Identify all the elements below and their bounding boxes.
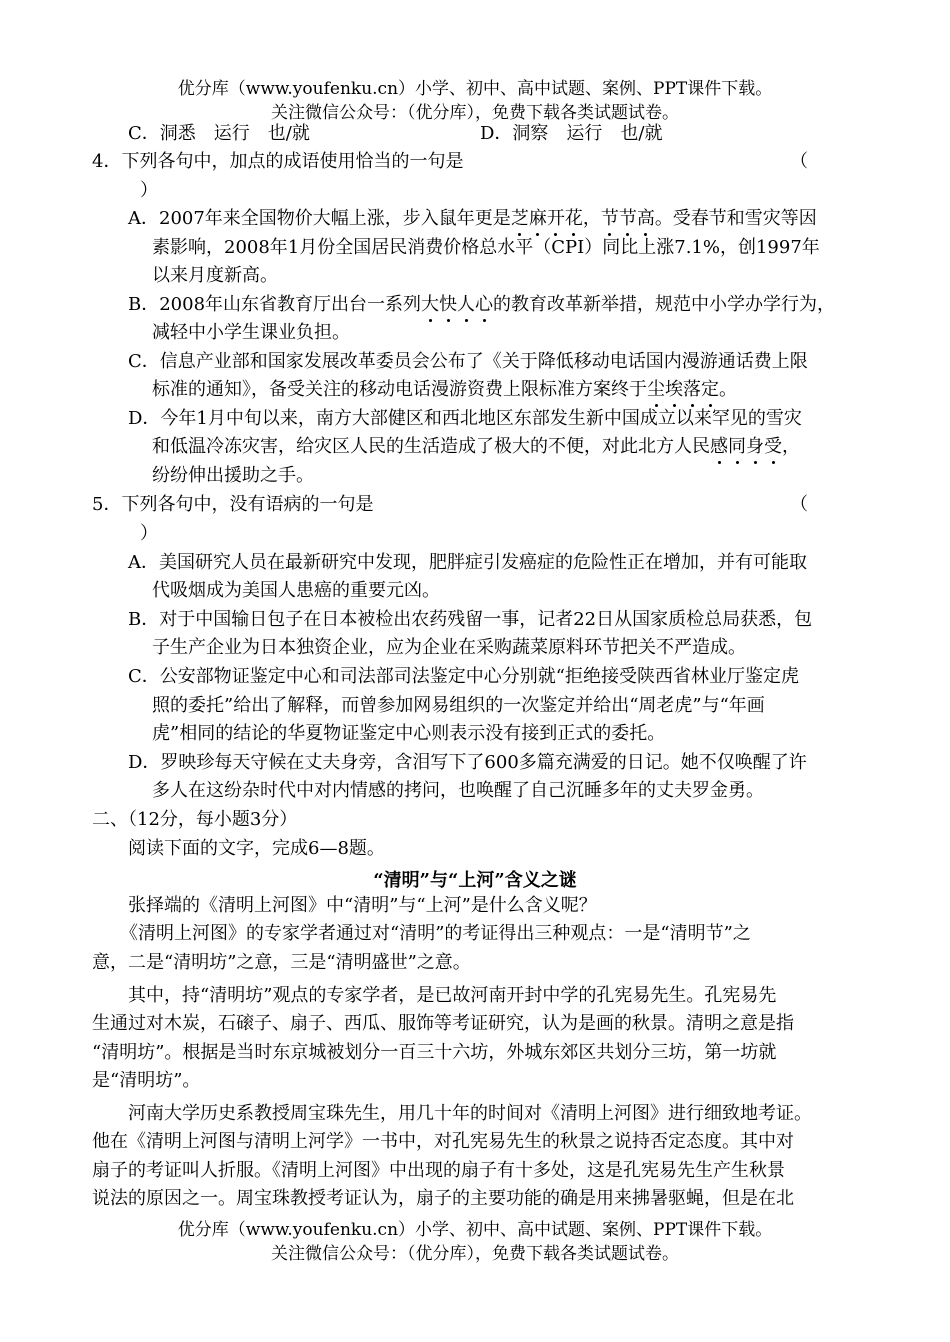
q5-option-a-line-2: 代吸烟成为美国人患癌的重要元凶。 [152,580,440,601]
article-para-4-line-1: 河南大学历史系教授周宝珠先生，用几十年的时间对《清明上河图》进行细致地考证。 [128,1103,812,1124]
article-para-2-line-2: 意，二是“清明坊”之意，三是“清明盛世”之意。 [92,952,471,973]
section-2-intro: 阅读下面的文字，完成6—8题。 [128,838,385,859]
dotted-char: 芝 [510,208,529,229]
q4-c-dotted-idiom [647,379,719,400]
article-para-2-line-1: 《清明上河图》的专家学者通过对“清明”的考证得出三种观点：一是“清明节”之 [120,923,751,944]
header-line-2: 关注微信公众号：（优分库），免费下载各类试题试卷。 [271,103,679,123]
q4-option-b-line-1 [128,294,835,316]
q4-d-dotted-idiom [710,436,782,457]
dotted-char: 节 [618,208,637,229]
dotted-char: 受 [764,436,782,457]
q4-b-text-post: 的教育改革新举措，规范中小学办学行为， [493,294,836,315]
dotted-char: 花 [564,208,583,229]
q5-option-d-line-1: D．罗映珍每天守候在丈夫身旁，含泪写下了600多篇充满爱的日记。她不仅唤醒了许 [128,752,807,773]
footer-line-1: 优分库（www.youfenku.cn）小学、初中、高中试题、案例、PPT课件下载。 [177,1220,773,1240]
dotted-char: 身 [746,436,764,457]
dotted-char: 尘 [647,379,665,400]
header-line-1: 优分库（www.youfenku.cn）小学、初中、高中试题、案例、PPT课件下载。 [177,79,773,99]
dotted-char: 定 [701,379,719,400]
q5-option-c-line-2: 照的委托”给出了解释，而曾参加网易组织的一次鉴定并给出“周老虎”与“年画 [152,695,765,716]
article-para-4-line-3: 扇子的考证叫人折服。《清明上河图》中出现的扇子有十多处，这是孔宪易先生产生秋景 [92,1160,785,1181]
article-para-4-line-2: 他在《清明上河图与清明上河学》一书中，对孔宪易先生的秋景之说持否定态度。其中对 [92,1131,794,1152]
q5-option-c-line-1: C．公安部物证鉴定中心和司法部司法鉴定中心分别就“拒绝接受陕西省林业厅鉴定虎 [128,666,799,687]
q4-option-d-line-3: 纷纷伸出援助之手。 [152,465,314,486]
q4-c-text-post: 。 [719,379,737,400]
q5-option-c-line-3: 虎”相同的结论的华夏物证鉴定中心则表示没有接到正式的委托。 [152,723,666,744]
dotted-char: 高 [636,208,655,229]
dotted-char: 开 [546,208,565,229]
q3-option-d: D．洞察 运行 也/就 [480,123,663,144]
q5-option-b-line-2: 子生产企业为日本独资企业，应为企业在采购蔬菜原料环节把关不严造成。 [152,637,746,658]
q4-option-a-line-2: 素影响，2008年1月份全国居民消费价格总水平（CPI）同比上涨7.1%，创1997年 [152,237,820,258]
q5-option-a-line-1: A．美国研究人员在最新研究中发现，肥胖症引发癌症的危险性正在增加，并有可能取 [128,552,807,573]
footer-line-2: 关注微信公众号：（优分库），免费下载各类试题试卷。 [271,1244,679,1264]
article-para-3-line-3: “清明坊”。根据是当时东京城被划分一百三十六坊，外城东郊区共划分三坊，第一坊就 [92,1042,777,1063]
q5-answer-paren-close: ） [140,523,158,544]
q4-option-a-line-1 [128,208,817,230]
q4-stem: 4．下列各句中，加点的成语使用恰当的一句是 [92,151,464,172]
q3-option-c: C．洞悉 运行 也/就 [128,123,310,144]
q4-b-text-pre: B．2008年山东省教育厅出台一系列 [128,294,422,315]
dotted-char: 落 [683,379,701,400]
q4-d-text-post: ， [782,436,800,457]
dotted-char: 快 [439,294,458,315]
article-para-1: 张择端的《清明上河图》中“清明”与“上河”是什么含义呢？ [128,895,597,916]
q4-option-d-line-1: D．今年1月中旬以来，南方大部健区和西北地区东部发生新中国成立以来罕见的雪灾 [128,408,802,429]
article-para-3-line-2: 生通过对木炭，石磙子、扇子、西瓜、服饰等考证研究，认为是画的秋景。清明之意是指 [92,1013,794,1034]
dotted-char: 麻 [528,208,547,229]
q5-stem: 5．下列各句中，没有语病的一句是 [92,494,374,515]
dotted-char: 同 [728,436,746,457]
q4-c-text-pre: 标准的通知》，备受关注的移动电话漫游资费上限标准方案终于 [152,379,647,400]
q4-answer-paren-close: ） [140,180,158,201]
q4-option-b-line-2: 减轻中小学生课业负担。 [152,322,350,343]
dotted-char: 大 [421,294,440,315]
article-para-4-line-4: 说法的原因之一。周宝珠教授考证认为，扇子的主要功能的确是用来拂暑驱蝇，但是在北 [92,1188,794,1209]
dotted-char: 节 [600,208,619,229]
dotted-char: 感 [710,436,728,457]
dotted-comma: ， [582,208,601,229]
article-para-3-line-4: 是“清明坊”。 [92,1070,201,1091]
q5-option-d-line-2: 多人在这纷杂时代中对内情感的拷问，也唤醒了自己沉睡多年的丈夫罗金勇。 [152,780,764,801]
dotted-char: 人 [457,294,476,315]
dotted-char: 心 [475,294,494,315]
q4-b-dotted-idiom [421,294,493,315]
q4-option-d-line-2 [152,436,800,458]
q5-option-b-line-1: B．对于中国输日包子在日本被检出农药残留一事，记者22日从国家质检总局获悉，包 [128,609,813,630]
dotted-char: 埃 [665,379,683,400]
article-para-3-line-1: 其中，持“清明坊”观点的专家学者，是已故河南开封中学的孔宪易先生。孔宪易先 [128,985,777,1006]
q4-a-dotted-idiom [511,208,655,229]
q4-answer-paren-open: （ [790,151,808,172]
q4-option-a-line-3: 以来月度新高。 [152,265,278,286]
q4-option-c-line-2 [152,379,737,401]
q4-a-text-pre: A．2007年来全国物价大幅上涨，步入鼠年更是 [128,208,511,229]
q4-d-text-pre: 和低温冷冻灾害，给灾区人民的生活造成了极大的不便，对此北方人民 [152,436,710,457]
article-title: “清明”与“上河”含义之谜 [373,870,577,891]
section-2-heading: 二、（12分，每小题3分） [92,809,298,830]
q4-a-text-post: 。受春节和雪灾等因 [654,208,817,229]
q4-option-c-line-1: C．信息产业部和国家发展改革委员会公布了《关于降低移动电话国内漫游通话费上限 [128,351,808,372]
q5-answer-paren-open: （ [790,494,808,515]
